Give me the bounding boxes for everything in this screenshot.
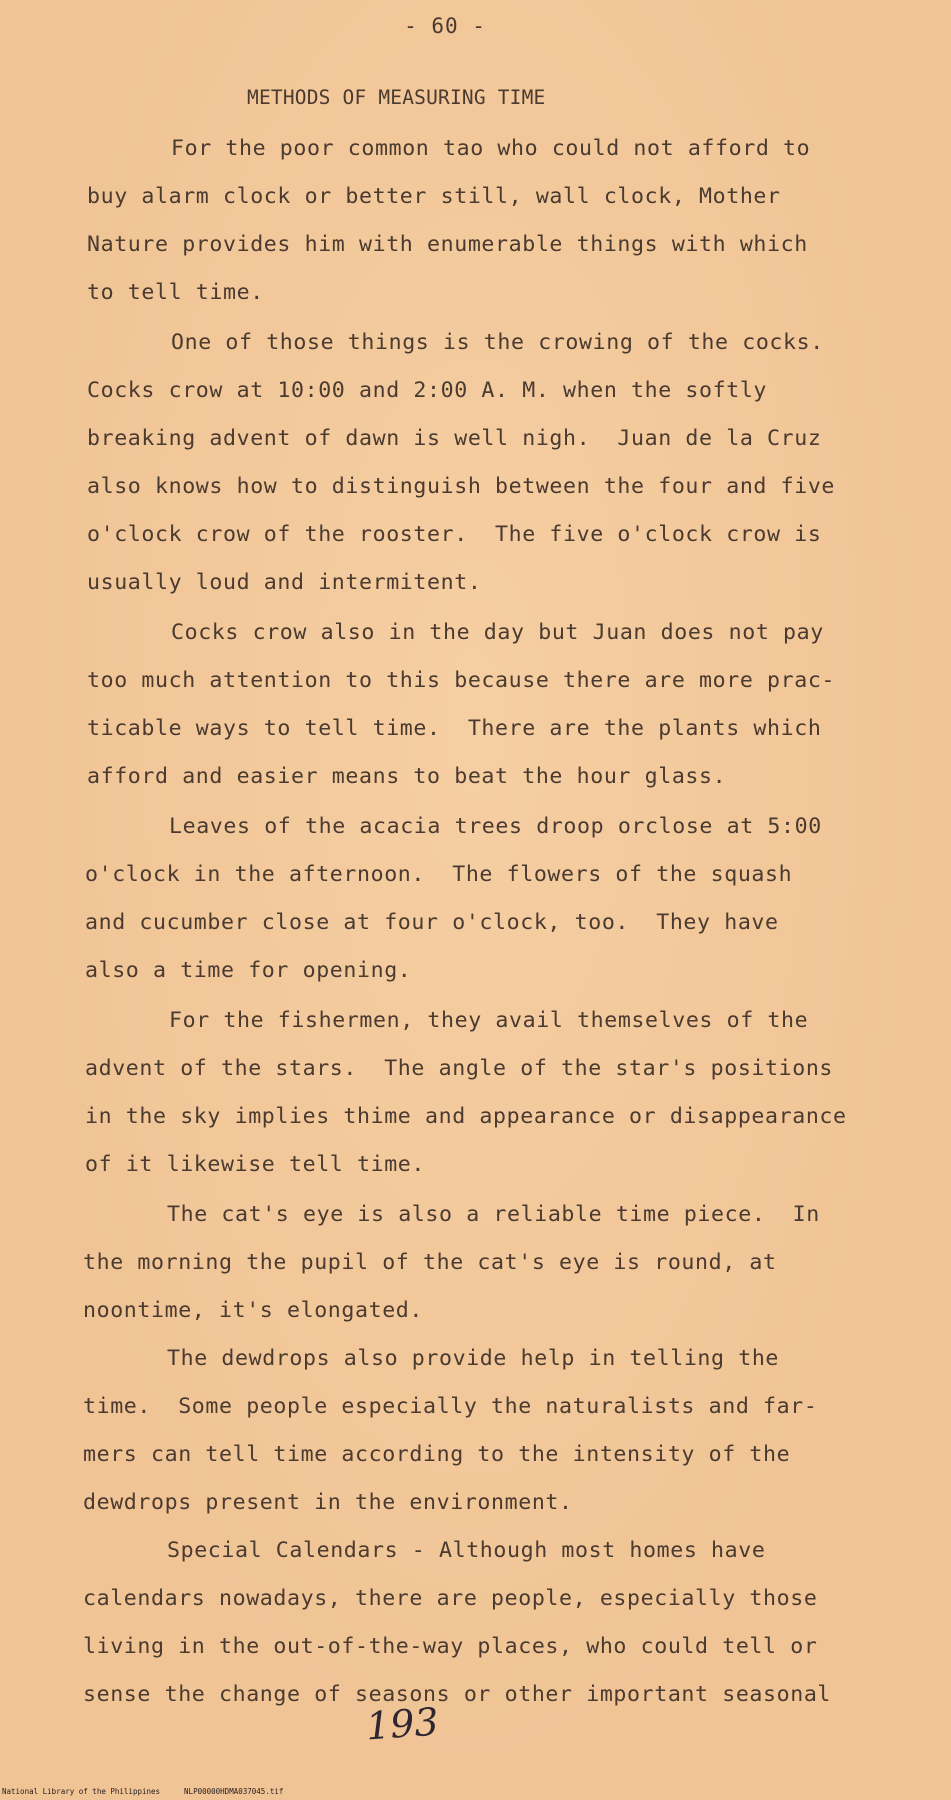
text-line: advent of the stars. The angle of the star's positions [85, 1056, 834, 1081]
text-line: Cocks crow also in the day but Juan does not pay [171, 620, 824, 645]
text-line: Cocks crow at 10:00 and 2:00 A. M. when the softly [87, 378, 768, 403]
text-line: living in the out-of-the-way places, who could tell or [83, 1634, 818, 1659]
text-line: time. Some people especially the naturalists and far- [83, 1394, 818, 1419]
text-line: sense the change of seasons or other important seasonal [83, 1682, 832, 1707]
text-line: One of those things is the crowing of the cocks. [171, 330, 824, 355]
text-line: dewdrops present in the environment. [83, 1490, 573, 1515]
text-line: o'clock crow of the rooster. The five o'clock crow is [87, 522, 822, 547]
text-line: of it likewise tell time. [85, 1152, 426, 1177]
text-line: also a time for opening. [85, 958, 412, 983]
text-line: breaking advent of dawn is well nigh. Juan de la Cruz [87, 426, 822, 451]
text-line: o'clock in the afternoon. The flowers of the squash [85, 862, 793, 887]
library-credit: National Library of the Philippines [2, 1787, 161, 1796]
text-line: and cucumber close at four o'clock, too. They have [85, 910, 779, 935]
section-heading: METHODS OF MEASURING TIME [247, 86, 546, 109]
text-line: to tell time. [87, 280, 264, 305]
page-number: - 60 - [404, 14, 486, 38]
text-line: The dewdrops also provide help in telling the [167, 1346, 780, 1371]
text-line: buy alarm clock or better still, wall clock, Mother [87, 184, 781, 209]
archive-footer [2, 1787, 283, 1796]
text-line: The cat's eye is also a reliable time piece. In [167, 1202, 820, 1227]
text-line: the morning the pupil of the cat's eye is round, at [83, 1250, 777, 1275]
text-line: ticable ways to tell time. There are the plants which [87, 716, 822, 741]
text-line: For the poor common tao who could not afford to [171, 136, 811, 161]
text-line: mers can tell time according to the intensity of the [83, 1442, 791, 1467]
text-line: afford and easier means to beat the hour glass. [87, 764, 727, 789]
text-line: also knows how to distinguish between the four and five [87, 474, 836, 499]
handwritten-page-number: 193 [364, 1699, 440, 1749]
file-name: NLP00000HDMA037045.tif [184, 1787, 284, 1796]
text-line: in the sky implies thime and appearance or disappearance [85, 1104, 847, 1129]
text-line: usually loud and intermitent. [87, 570, 482, 595]
text-line: Leaves of the acacia trees droop orclose at 5:00 [169, 814, 822, 839]
text-line: For the fishermen, they avail themselves of the [169, 1008, 809, 1033]
text-line: Special Calendars - Although most homes have [167, 1538, 766, 1563]
text-line: noontime, it's elongated. [83, 1298, 424, 1323]
text-line: calendars nowadays, there are people, especially those [83, 1586, 818, 1611]
text-line: too much attention to this because there are more prac- [87, 668, 836, 693]
text-line: Nature provides him with enumerable things with which [87, 232, 808, 257]
